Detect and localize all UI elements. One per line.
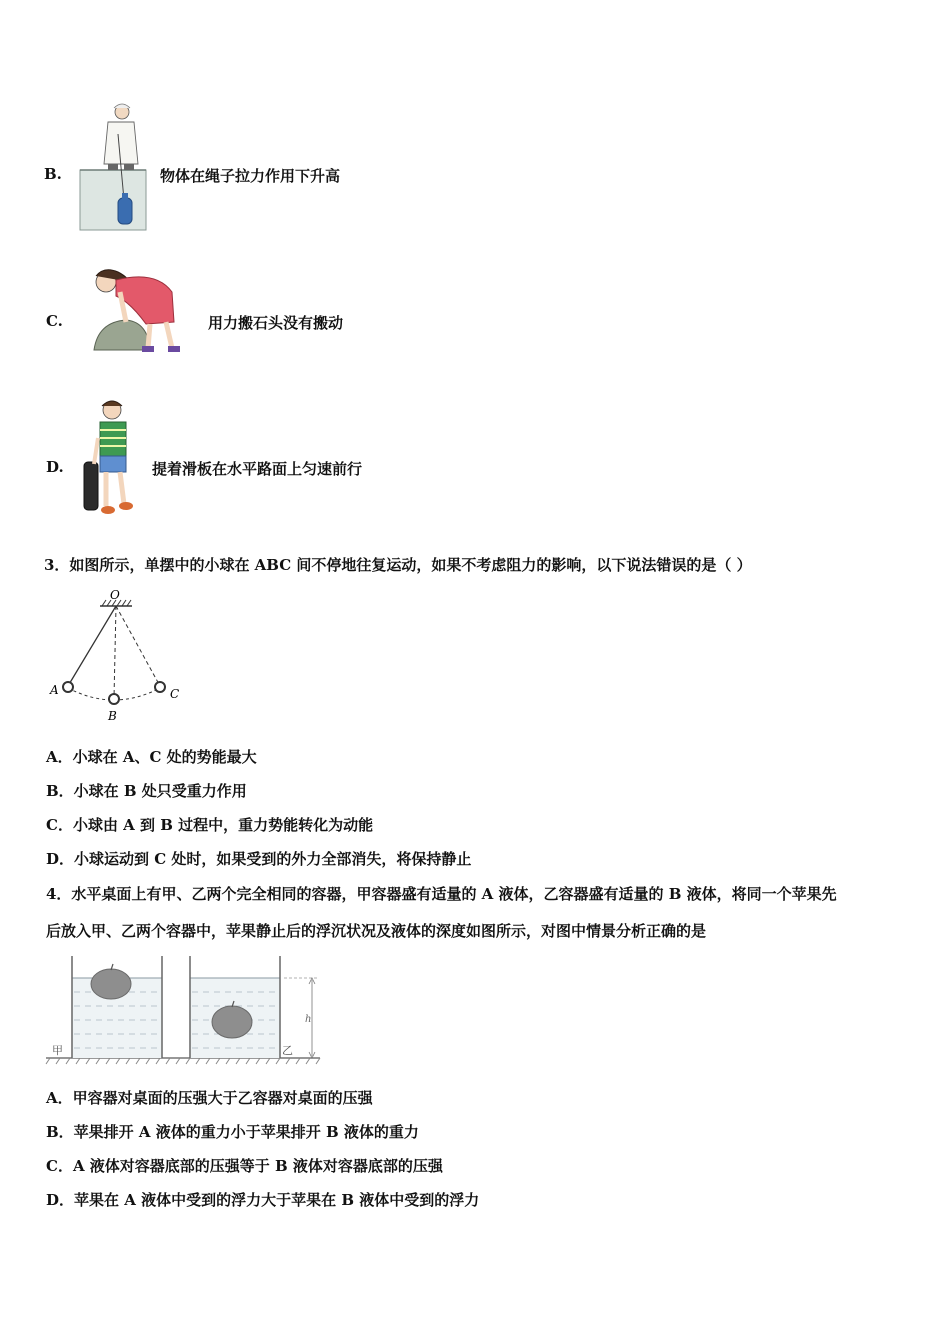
depth-label-h: h <box>305 1014 312 1025</box>
two-containers-apple-diagram <box>44 950 324 1070</box>
container-label-yi: 乙 <box>282 1044 293 1057</box>
option-d-text: 提着滑板在水平路面上匀速前行 <box>152 460 363 478</box>
ball-a <box>63 682 73 692</box>
question-3-option-c: C．小球由 A 到 B 过程中，重力势能转化为动能 <box>46 816 374 834</box>
ball-c <box>155 682 165 692</box>
question-4-option-a: A．甲容器对桌面的压强大于乙容器对桌面的压强 <box>46 1089 373 1107</box>
container-label-jia: 甲 <box>52 1044 63 1057</box>
question-3-option-b: B．小球在 B 处只受重力作用 <box>46 782 247 800</box>
pendulum-label-b: B <box>108 709 117 723</box>
pendulum-label-o: O <box>110 588 120 602</box>
boy-carrying-skateboard-illustration <box>80 398 140 520</box>
pendulum-label-c: C <box>170 687 180 701</box>
question-3-option-a: A．小球在 A、C 处的势能最大 <box>46 748 257 766</box>
question-4-stem-line-2: 后放入甲、乙两个容器中，苹果静止后的浮沉状况及液体的深度如图所示，对图中情景分析正确的是 <box>46 922 707 940</box>
scientist-lifting-bottle-illustration <box>78 102 150 232</box>
ball-b <box>109 694 119 704</box>
pendulum-diagram <box>44 586 194 726</box>
option-b-text: 物体在绳子拉力作用下升高 <box>160 167 341 185</box>
pendulum-label-a: A <box>50 683 59 697</box>
question-4-option-d: D．苹果在 A 液体中受到的浮力大于苹果在 B 液体中受到的浮力 <box>46 1191 480 1209</box>
question-4-option-c: C．A 液体对容器底部的压强等于 B 液体对容器底部的压强 <box>46 1157 443 1175</box>
question-3-option-d: D．小球运动到 C 处时，如果受到的外力全部消失，将保持静止 <box>46 850 472 868</box>
question-3-stem: 3．如图所示，单摆中的小球在 ABC 间不停地往复运动，如果不考虑阻力的影响，以下说法错误的是（ ） <box>44 556 752 574</box>
option-letter-d: D. <box>46 458 64 476</box>
girl-lifting-stone-illustration <box>86 262 186 354</box>
option-letter-b: B. <box>44 165 62 183</box>
option-c-text: 用力搬石头没有搬动 <box>208 314 344 332</box>
option-letter-c: C. <box>46 312 63 330</box>
question-4-stem-line-1: 4．水平桌面上有甲、乙两个完全相同的容器，甲容器盛有适量的 A 液体，乙容器盛有适量的 B 液体，将同一个苹果先 <box>46 885 837 903</box>
question-4-option-b: B．苹果排开 A 液体的重力小于苹果排开 B 液体的重力 <box>46 1123 419 1141</box>
